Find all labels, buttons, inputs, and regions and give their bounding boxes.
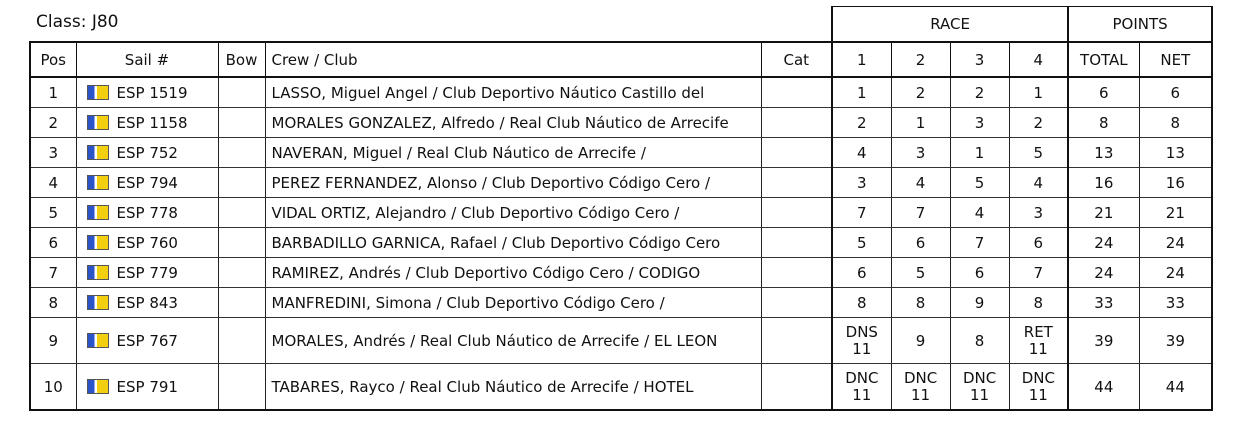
race-score-cell: [950, 108, 1009, 138]
race-points: 6: [857, 263, 867, 282]
pos-cell: 10: [30, 364, 76, 411]
cat-cell: [761, 198, 832, 228]
race-points: 2: [1033, 113, 1044, 132]
race-score-cell: [1009, 77, 1068, 108]
race-score-cell: [1009, 288, 1068, 318]
race-points: 7: [974, 233, 985, 252]
race-score-cell: [832, 138, 891, 168]
race-score-cell: [832, 108, 891, 138]
crew-club-cell: LASSO, Miguel Angel / Club Deportivo Náutico Castillo del: [265, 77, 761, 108]
race-score-cell: [891, 77, 950, 108]
total-points-cell: 24: [1068, 228, 1139, 258]
pos-cell: 8: [30, 288, 76, 318]
sail-number: ESP 752: [116, 143, 178, 162]
pos-cell: 9: [30, 318, 76, 364]
sail-number: ESP 794: [116, 173, 178, 192]
col-bow-header: Bow: [218, 42, 265, 77]
net-points-cell: 39: [1139, 318, 1212, 364]
race-score-cell: [832, 77, 891, 108]
race-points: 4: [974, 203, 985, 222]
sail-number: ESP 767: [116, 331, 178, 350]
net-points-cell: 13: [1139, 138, 1212, 168]
crew-club-cell: VIDAL ORTIZ, Alejandro / Club Deportivo Código Cero /: [265, 198, 761, 228]
race-score-cell: [1009, 198, 1068, 228]
table-row: [30, 198, 1212, 228]
total-points-cell: 24: [1068, 258, 1139, 288]
bow-cell: [218, 288, 265, 318]
table-row: [30, 138, 1212, 168]
cat-cell: [761, 364, 832, 411]
table-row: [30, 258, 1212, 288]
race-score-cell: [950, 258, 1009, 288]
race-penalty-code: DNC: [903, 368, 938, 387]
race-score-cell: [950, 318, 1009, 364]
race-points: 6: [1033, 233, 1044, 252]
sail-cell: [76, 364, 218, 411]
net-points-cell: 24: [1139, 258, 1212, 288]
canary-islands-flag-icon: [87, 235, 109, 250]
race-score-cell: [832, 318, 891, 364]
race-score-cell: [950, 168, 1009, 198]
race-score-cell: [891, 288, 950, 318]
race-score-cell: [1009, 138, 1068, 168]
race-points: 1: [974, 143, 985, 162]
sail-cell: [76, 77, 218, 108]
cat-cell: [761, 318, 832, 364]
bow-cell: [218, 258, 265, 288]
race-score-cell: [950, 77, 1009, 108]
bow-cell: [218, 364, 265, 411]
race-score-cell: [832, 228, 891, 258]
race-score-cell: [1009, 258, 1068, 288]
race-points: 3: [915, 143, 926, 162]
race-score-cell: [891, 168, 950, 198]
points-group-header: POINTS: [1068, 7, 1212, 43]
race-points: 7: [915, 203, 926, 222]
pos-cell: 3: [30, 138, 76, 168]
canary-islands-flag-icon: [87, 205, 109, 220]
crew-club-cell: PEREZ FERNANDEZ, Alonso / Club Deportivo Código Cero /: [265, 168, 761, 198]
cat-cell: [761, 108, 832, 138]
sail-cell: [76, 108, 218, 138]
pos-cell: 4: [30, 168, 76, 198]
net-points-cell: 24: [1139, 228, 1212, 258]
race-points: 8: [857, 293, 867, 312]
race-points: 11: [852, 339, 872, 358]
total-points-cell: 21: [1068, 198, 1139, 228]
canary-islands-flag-icon: [87, 175, 109, 190]
col-race2-header: 2: [891, 42, 950, 77]
race-penalty-code: DNC: [962, 368, 997, 387]
race-points: 5: [857, 233, 867, 252]
race-points: 9: [915, 331, 926, 350]
race-score-cell: [1009, 364, 1068, 411]
crew-club-cell: BARBADILLO GARNICA, Rafael / Club Deportivo Código Cero: [265, 228, 761, 258]
class-title: Class: J80: [36, 12, 119, 32]
race-score-cell: [950, 228, 1009, 258]
race-points: 2: [974, 83, 985, 102]
col-race3-header: 3: [950, 42, 1009, 77]
race-score-cell: [832, 258, 891, 288]
cat-cell: [761, 228, 832, 258]
race-score-cell: [891, 228, 950, 258]
race-points: 11: [852, 385, 872, 404]
sail-number: ESP 843: [116, 293, 178, 312]
canary-islands-flag-icon: [87, 379, 109, 394]
net-points-cell: 8: [1139, 108, 1212, 138]
race-score-cell: [1009, 108, 1068, 138]
sail-number: ESP 1519: [116, 83, 188, 102]
pos-cell: 6: [30, 228, 76, 258]
cat-cell: [761, 138, 832, 168]
pos-cell: 7: [30, 258, 76, 288]
race-points: 1: [1033, 83, 1044, 102]
canary-islands-flag-icon: [87, 295, 109, 310]
net-points-cell: 44: [1139, 364, 1212, 411]
race-score-cell: [950, 198, 1009, 228]
col-pos-header: Pos: [30, 42, 76, 77]
race-score-cell: [891, 108, 950, 138]
race-points: 7: [857, 203, 867, 222]
canary-islands-flag-icon: [87, 85, 109, 100]
col-race4-header: 4: [1009, 42, 1068, 77]
net-points-cell: 16: [1139, 168, 1212, 198]
total-points-cell: 44: [1068, 364, 1139, 411]
col-crew-header: Crew / Club: [265, 42, 761, 77]
table-row: [30, 364, 1212, 411]
race-score-cell: [1009, 318, 1068, 364]
bow-cell: [218, 138, 265, 168]
crew-club-cell: TABARES, Rayco / Real Club Náutico de Arrecife / HOTEL: [265, 364, 761, 411]
race-points: 4: [915, 173, 926, 192]
sail-cell: [76, 288, 218, 318]
race-score-cell: [832, 288, 891, 318]
results-table: [29, 6, 1213, 411]
race-points: 5: [974, 173, 985, 192]
col-net-header: NET: [1139, 42, 1212, 77]
sail-cell: [76, 228, 218, 258]
canary-islands-flag-icon: [87, 333, 109, 348]
total-points-cell: 13: [1068, 138, 1139, 168]
table-row: [30, 288, 1212, 318]
sail-cell: [76, 318, 218, 364]
race-score-cell: [832, 198, 891, 228]
race-points: 1: [915, 113, 926, 132]
bow-cell: [218, 318, 265, 364]
bow-cell: [218, 168, 265, 198]
crew-club-cell: RAMIREZ, Andrés / Club Deportivo Código Cero / CODIGO: [265, 258, 761, 288]
sail-cell: [76, 258, 218, 288]
race-points: 6: [974, 263, 985, 282]
canary-islands-flag-icon: [87, 265, 109, 280]
race-points: 8: [974, 331, 985, 350]
race-points: 3: [974, 113, 985, 132]
col-cat-header: Cat: [761, 42, 832, 77]
race-penalty-code: DNS: [845, 322, 878, 341]
table-row: [30, 228, 1212, 258]
race-points: 11: [970, 385, 990, 404]
race-points: 5: [915, 263, 926, 282]
race-points: 4: [1033, 173, 1044, 192]
race-points: 9: [974, 293, 985, 312]
race-points: 8: [915, 293, 926, 312]
cat-cell: [761, 168, 832, 198]
race-points: 1: [857, 83, 867, 102]
sail-cell: [76, 138, 218, 168]
bow-cell: [218, 228, 265, 258]
canary-islands-flag-icon: [87, 145, 109, 160]
race-points: 11: [911, 385, 931, 404]
table-row: [30, 168, 1212, 198]
bow-cell: [218, 108, 265, 138]
sail-number: ESP 760: [116, 233, 178, 252]
race-points: 3: [1033, 203, 1044, 222]
race-points: 11: [1028, 339, 1048, 358]
total-points-cell: 39: [1068, 318, 1139, 364]
bow-cell: [218, 198, 265, 228]
cat-cell: [761, 77, 832, 108]
table-row: [30, 77, 1212, 108]
column-header-row: [30, 42, 1212, 77]
net-points-cell: 33: [1139, 288, 1212, 318]
total-points-cell: 33: [1068, 288, 1139, 318]
race-score-cell: [950, 364, 1009, 411]
race-score-cell: [891, 198, 950, 228]
cat-cell: [761, 288, 832, 318]
cat-cell: [761, 258, 832, 288]
race-score-cell: [832, 364, 891, 411]
pos-cell: 1: [30, 77, 76, 108]
race-points: 3: [857, 173, 867, 192]
net-points-cell: 21: [1139, 198, 1212, 228]
crew-club-cell: MANFREDINI, Simona / Club Deportivo Código Cero /: [265, 288, 761, 318]
race-group-header: RACE: [832, 7, 1068, 43]
race-penalty-code: DNC: [845, 368, 879, 387]
race-points: 2: [857, 113, 867, 132]
race-points: 7: [1033, 263, 1044, 282]
pos-cell: 2: [30, 108, 76, 138]
group-blank: [30, 7, 832, 43]
crew-club-cell: MORALES GONZALEZ, Alfredo / Real Club Náutico de Arrecife: [265, 108, 761, 138]
race-score-cell: [950, 138, 1009, 168]
race-score-cell: [891, 258, 950, 288]
table-row: [30, 108, 1212, 138]
race-penalty-code: RET: [1023, 322, 1053, 341]
crew-club-cell: MORALES, Andrés / Real Club Náutico de Arrecife / EL LEON: [265, 318, 761, 364]
col-total-header: TOTAL: [1068, 42, 1139, 77]
canary-islands-flag-icon: [87, 115, 109, 130]
race-score-cell: [891, 138, 950, 168]
race-score-cell: [891, 364, 950, 411]
total-points-cell: 16: [1068, 168, 1139, 198]
sail-number: ESP 1158: [116, 113, 188, 132]
race-penalty-code: DNC: [1021, 368, 1055, 387]
sail-cell: [76, 168, 218, 198]
sail-number: ESP 791: [116, 377, 178, 396]
group-header-row: [30, 7, 1212, 43]
race-points: 6: [915, 233, 926, 252]
total-points-cell: 8: [1068, 108, 1139, 138]
crew-club-cell: NAVERAN, Miguel / Real Club Náutico de Arrecife /: [265, 138, 761, 168]
total-points-cell: 6: [1068, 77, 1139, 108]
pos-cell: 5: [30, 198, 76, 228]
table-row: [30, 318, 1212, 364]
race-points: 8: [1033, 293, 1044, 312]
sail-number: ESP 779: [116, 263, 178, 282]
col-sail-header: Sail #: [76, 42, 218, 77]
bow-cell: [218, 77, 265, 108]
race-points: 5: [1033, 143, 1044, 162]
race-points: 2: [915, 83, 926, 102]
sail-number: ESP 778: [116, 203, 178, 222]
sail-cell: [76, 198, 218, 228]
race-points: 11: [1028, 385, 1048, 404]
col-race1-header: 1: [832, 42, 891, 77]
race-score-cell: [950, 288, 1009, 318]
race-score-cell: [832, 168, 891, 198]
race-score-cell: [1009, 168, 1068, 198]
race-score-cell: [891, 318, 950, 364]
race-score-cell: [1009, 228, 1068, 258]
net-points-cell: 6: [1139, 77, 1212, 108]
race-points: 4: [857, 143, 867, 162]
